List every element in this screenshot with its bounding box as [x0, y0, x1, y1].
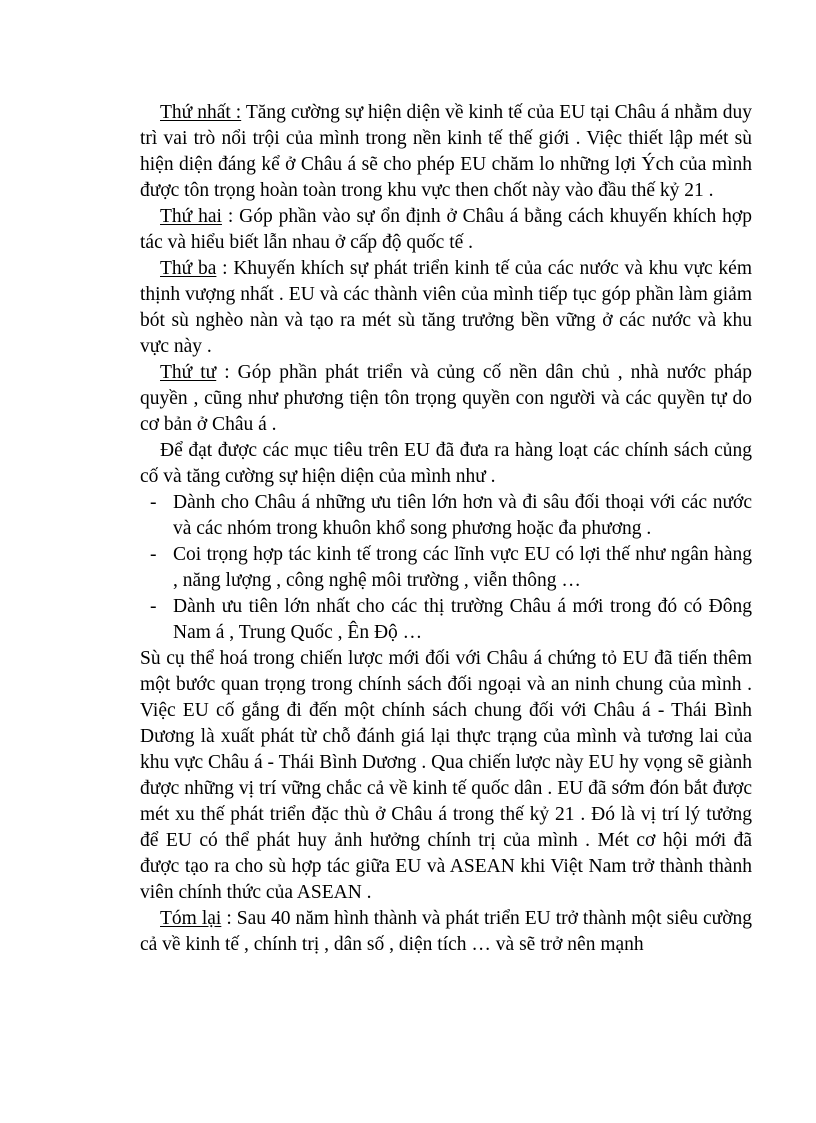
- paragraph-fourth-objective: [140, 360, 752, 438]
- heading-fourth: Thứ tư: [160, 362, 217, 383]
- list-item-text: Dành cho Châu á những ưu tiên lớn hơn và đi sâu đối thoại với các nước và các nhóm trong khuôn khổ song phương hoặc đa phương .: [173, 492, 752, 539]
- list-item-text: Coi trọng hợp tác kinh tế trong các lĩnh vực EU có lợi thế như ngân hàng , năng lượng , công nghệ môi trường , viễn thông …: [173, 544, 752, 591]
- list-item: [140, 490, 752, 542]
- paragraph-second-objective: [140, 204, 752, 256]
- list-item: [140, 542, 752, 594]
- paragraph-text: : Góp phần vào sự ổn định ở Châu á bằng cách khuyến khích hợp tác và hiểu biết lẫn nhau ở cấp độ quốc tế .: [140, 206, 752, 253]
- heading-summary: Tóm lại: [160, 908, 222, 929]
- paragraph-text: : Sau 40 năm hình thành và phát triển EU trở thành một siêu cường cả về kinh tế , chính trị , dân số , diện tích … và sẽ trở nên mạnh: [140, 908, 753, 955]
- bullet-dash: -: [150, 596, 157, 617]
- document-page: [140, 100, 752, 958]
- heading-first: Thứ nhất :: [160, 102, 242, 123]
- list-item: [140, 594, 752, 646]
- bullet-dash: -: [150, 544, 157, 565]
- paragraph-text: Tăng cường sự hiện diện về kinh tế của EU tại Châu á nhằm duy trì vai trò nổi trội của mình trong nền kinh tế thế giới . Việc thiết lập mét sù hiện diện đáng kể ở Châu á sẽ cho phép EU chăm lo những lợi Ých của mình được tôn trọng hoàn toàn trong khu vực then chốt này vào đầu thế kỷ 21 .: [140, 102, 752, 201]
- paragraph-strategy: Sù cụ thể hoá trong chiến lược mới đối với Châu á chứng tỏ EU đã tiến thêm một bước quan trọng trong chính sách đối ngoại và an ninh chung của mình . Việc EU cố gắng đi đến một chính sách chung đối với Châu á - Thái Bình Dương là xuất phát từ chỗ đánh giá lại thực trạng của mình và tương lai của khu vực Châu á - Thái Bình Dương . Qua chiến lược này EU hy vọng sẽ giành được những vị trí vững chắc cả về kinh tế quốc dân . EU đã sớm đón bắt được mét xu thế phát triển đặc thù ở Châu á trong thế kỷ 21 . Đó là vị trí lý tưởng để EU có thể phát huy ảnh hưởng chính trị của mình . Mét cơ hội mới đã được tạo ra cho sù hợp tác giữa EU và ASEAN khi Việt Nam trở thành thành viên chính thức của ASEAN .: [140, 648, 752, 903]
- paragraph-text: Để đạt được các mục tiêu trên EU đã đưa ra hàng loạt các chính sách củng cố và tăng cường sự hiện diện của mình như .: [140, 440, 752, 487]
- paragraph-text: : Góp phần phát triển và củng cố nền dân chủ , nhà nước pháp quyền , cũng như phương tiện tôn trọng quyền con người và các quyền tự do cơ bản ở Châu á .: [140, 362, 752, 435]
- bullet-dash: -: [150, 492, 157, 513]
- heading-third: Thứ ba: [160, 258, 217, 279]
- policy-list: [140, 490, 752, 646]
- list-item-text: Dành ưu tiên lớn nhất cho các thị trường Châu á mới trong đó có Đông Nam á , Trung Quốc , Ên Độ …: [173, 596, 752, 643]
- heading-second: Thứ hai: [160, 206, 222, 227]
- paragraph-third-objective: [140, 256, 752, 360]
- paragraph-policies-intro: [140, 438, 752, 490]
- paragraph-first-objective: [140, 100, 752, 204]
- paragraph-summary: [140, 906, 752, 958]
- paragraph-text: : Khuyến khích sự phát triển kinh tế của các nước và khu vực kém thịnh vượng nhất . EU và các thành viên của mình tiếp tục góp phần làm giảm bót sù nghèo nàn và tạo ra mét sù tăng trưởng bền vững ở các nước và khu vực này .: [140, 258, 752, 357]
